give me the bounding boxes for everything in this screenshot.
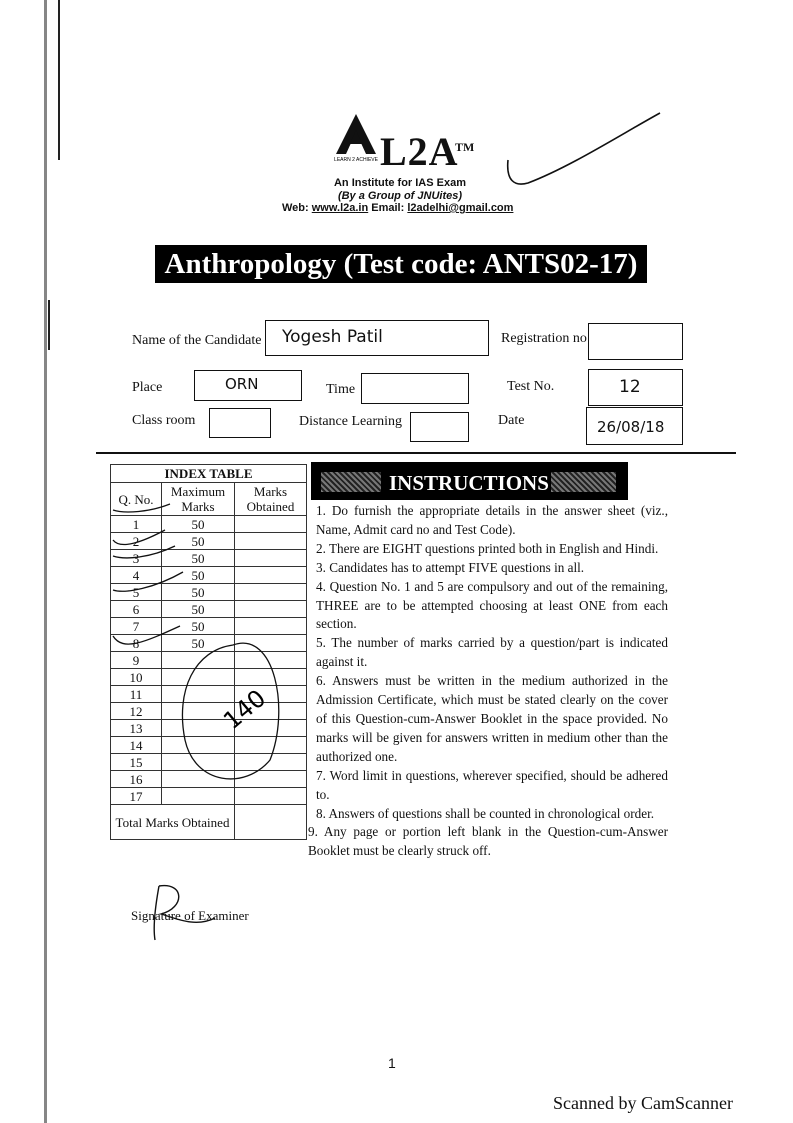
q-no: 9	[111, 652, 162, 669]
instruction-item: 1. Do furnish the appropriate details in the answer sheet (viz., Name, Admit card no and Test Code).	[316, 503, 668, 537]
max-marks	[162, 788, 235, 805]
q-no: 8	[111, 635, 162, 652]
date-label: Date	[498, 413, 525, 428]
web-label: Web:	[282, 202, 309, 214]
date-field[interactable]	[586, 407, 683, 445]
scanner-watermark: Scanned by CamScanner	[553, 1093, 733, 1113]
contact-line	[282, 202, 513, 214]
page-number: 1	[388, 1055, 396, 1071]
instruction-item: 8. Answers of questions shall be counted in chronological order.	[316, 805, 655, 821]
signature-label: Signature of Examiner	[131, 908, 249, 923]
instructions-title: INSTRUCTIONS	[389, 471, 549, 495]
total-marks-label: Total Marks Obtained	[111, 805, 235, 840]
q-no: 16	[111, 771, 162, 788]
max-marks: 50	[162, 550, 235, 567]
group-line: (By a Group of JNUites)	[337, 190, 463, 202]
col-obtained-header: Marks Obtained	[235, 483, 307, 516]
classroom-label: Class room	[132, 413, 196, 428]
scan-mark	[48, 300, 50, 350]
index-table-title: INDEX TABLE	[111, 465, 307, 483]
max-marks: 50	[162, 635, 235, 652]
email-link[interactable]: l2adelhi@gmail.com	[407, 202, 514, 214]
q-no: 1	[111, 516, 162, 533]
name-value: Yogesh Patil	[282, 327, 383, 347]
test-no-label: Test No.	[507, 379, 555, 394]
instruction-item: 9. Any page or portion left blank in the Question-cum-Answer Booklet must be clearly struck off.	[308, 824, 668, 859]
handwritten-score: 140	[218, 684, 272, 735]
l2a-logo-icon	[332, 112, 380, 164]
total-marks-value	[235, 805, 307, 840]
scan-edge-left	[44, 0, 47, 1123]
instructions-list	[308, 502, 668, 861]
instructions-header	[311, 462, 628, 500]
instruction-item: 7. Word limit in questions, wherever specified, should be adhered to.	[316, 767, 668, 802]
date-value: 26/08/18	[597, 418, 665, 436]
name-field[interactable]	[265, 320, 489, 356]
web-url[interactable]: www.l2a.in	[311, 202, 369, 214]
max-marks: 50	[162, 601, 235, 618]
test-no-value: 12	[619, 377, 641, 397]
classroom-field[interactable]	[209, 408, 271, 438]
marks-obtained	[235, 788, 307, 805]
institute-line: An Institute for IAS Exam	[333, 177, 467, 189]
logo-text: L2A	[380, 129, 459, 174]
q-no: 6	[111, 601, 162, 618]
logo-tagline: LEARN 2 ACHIEVE	[334, 157, 378, 163]
q-no: 12	[111, 703, 162, 720]
q-no: 13	[111, 720, 162, 737]
instruction-item: 2. There are EIGHT questions printed both in English and Hindi.	[316, 540, 659, 556]
q-no: 15	[111, 754, 162, 771]
q-no: 4	[111, 567, 162, 584]
registration-label: Registration no	[501, 331, 587, 346]
place-label: Place	[132, 380, 163, 395]
registration-field[interactable]	[588, 323, 683, 360]
max-marks: 50	[162, 618, 235, 635]
name-label: Name of the Candidate	[132, 333, 262, 348]
logo-trademark: TM	[455, 140, 475, 154]
q-no: 2	[111, 533, 162, 550]
place-value: ORN	[225, 375, 259, 393]
place-field[interactable]	[194, 370, 302, 401]
q-no: 11	[111, 686, 162, 703]
max-marks: 50	[162, 533, 235, 550]
instruction-item: 5. The number of marks carried by a question/part is indicated against it.	[316, 635, 668, 670]
email-label: Email:	[371, 202, 405, 214]
scan-edge-left-inner	[58, 0, 60, 160]
instruction-item: 3. Candidates has to attempt FIVE questions in all.	[316, 559, 585, 575]
header-noise	[321, 472, 381, 492]
q-no: 7	[111, 618, 162, 635]
distance-learning-field[interactable]	[410, 412, 469, 442]
time-label: Time	[326, 382, 356, 397]
test-title-banner: Anthropology (Test code: ANTS02-17)	[155, 245, 647, 283]
distance-learning-label: Distance Learning	[299, 414, 403, 429]
q-no: 10	[111, 669, 162, 686]
q-no: 3	[111, 550, 162, 567]
q-no: 17	[111, 788, 162, 805]
col-q-header: Q. No.	[111, 483, 162, 516]
test-no-field[interactable]	[588, 369, 683, 406]
section-divider	[96, 452, 736, 454]
table-row	[111, 788, 307, 805]
max-marks: 50	[162, 584, 235, 601]
q-no: 14	[111, 737, 162, 754]
max-marks: 50	[162, 516, 235, 533]
col-max-header: Maximum Marks	[162, 483, 235, 516]
handwritten-marks	[105, 500, 310, 790]
instruction-item: 4. Question No. 1 and 5 are compulsory and out of the remaining, THREE are to be attempted choosing at least ONE from each section.	[316, 578, 668, 632]
time-field[interactable]	[361, 373, 469, 404]
max-marks: 50	[162, 567, 235, 584]
header-noise	[551, 472, 616, 492]
checkmark-icon	[500, 105, 670, 190]
instruction-item: 6. Answers must be written in the medium authorized in the Admission Certificate, which must be stated clearly on the cover of this Question-cum-Answer Booklet in the space provided. No marks will be given for answers written in medium other than the authorized one.	[316, 673, 668, 764]
q-no: 5	[111, 584, 162, 601]
